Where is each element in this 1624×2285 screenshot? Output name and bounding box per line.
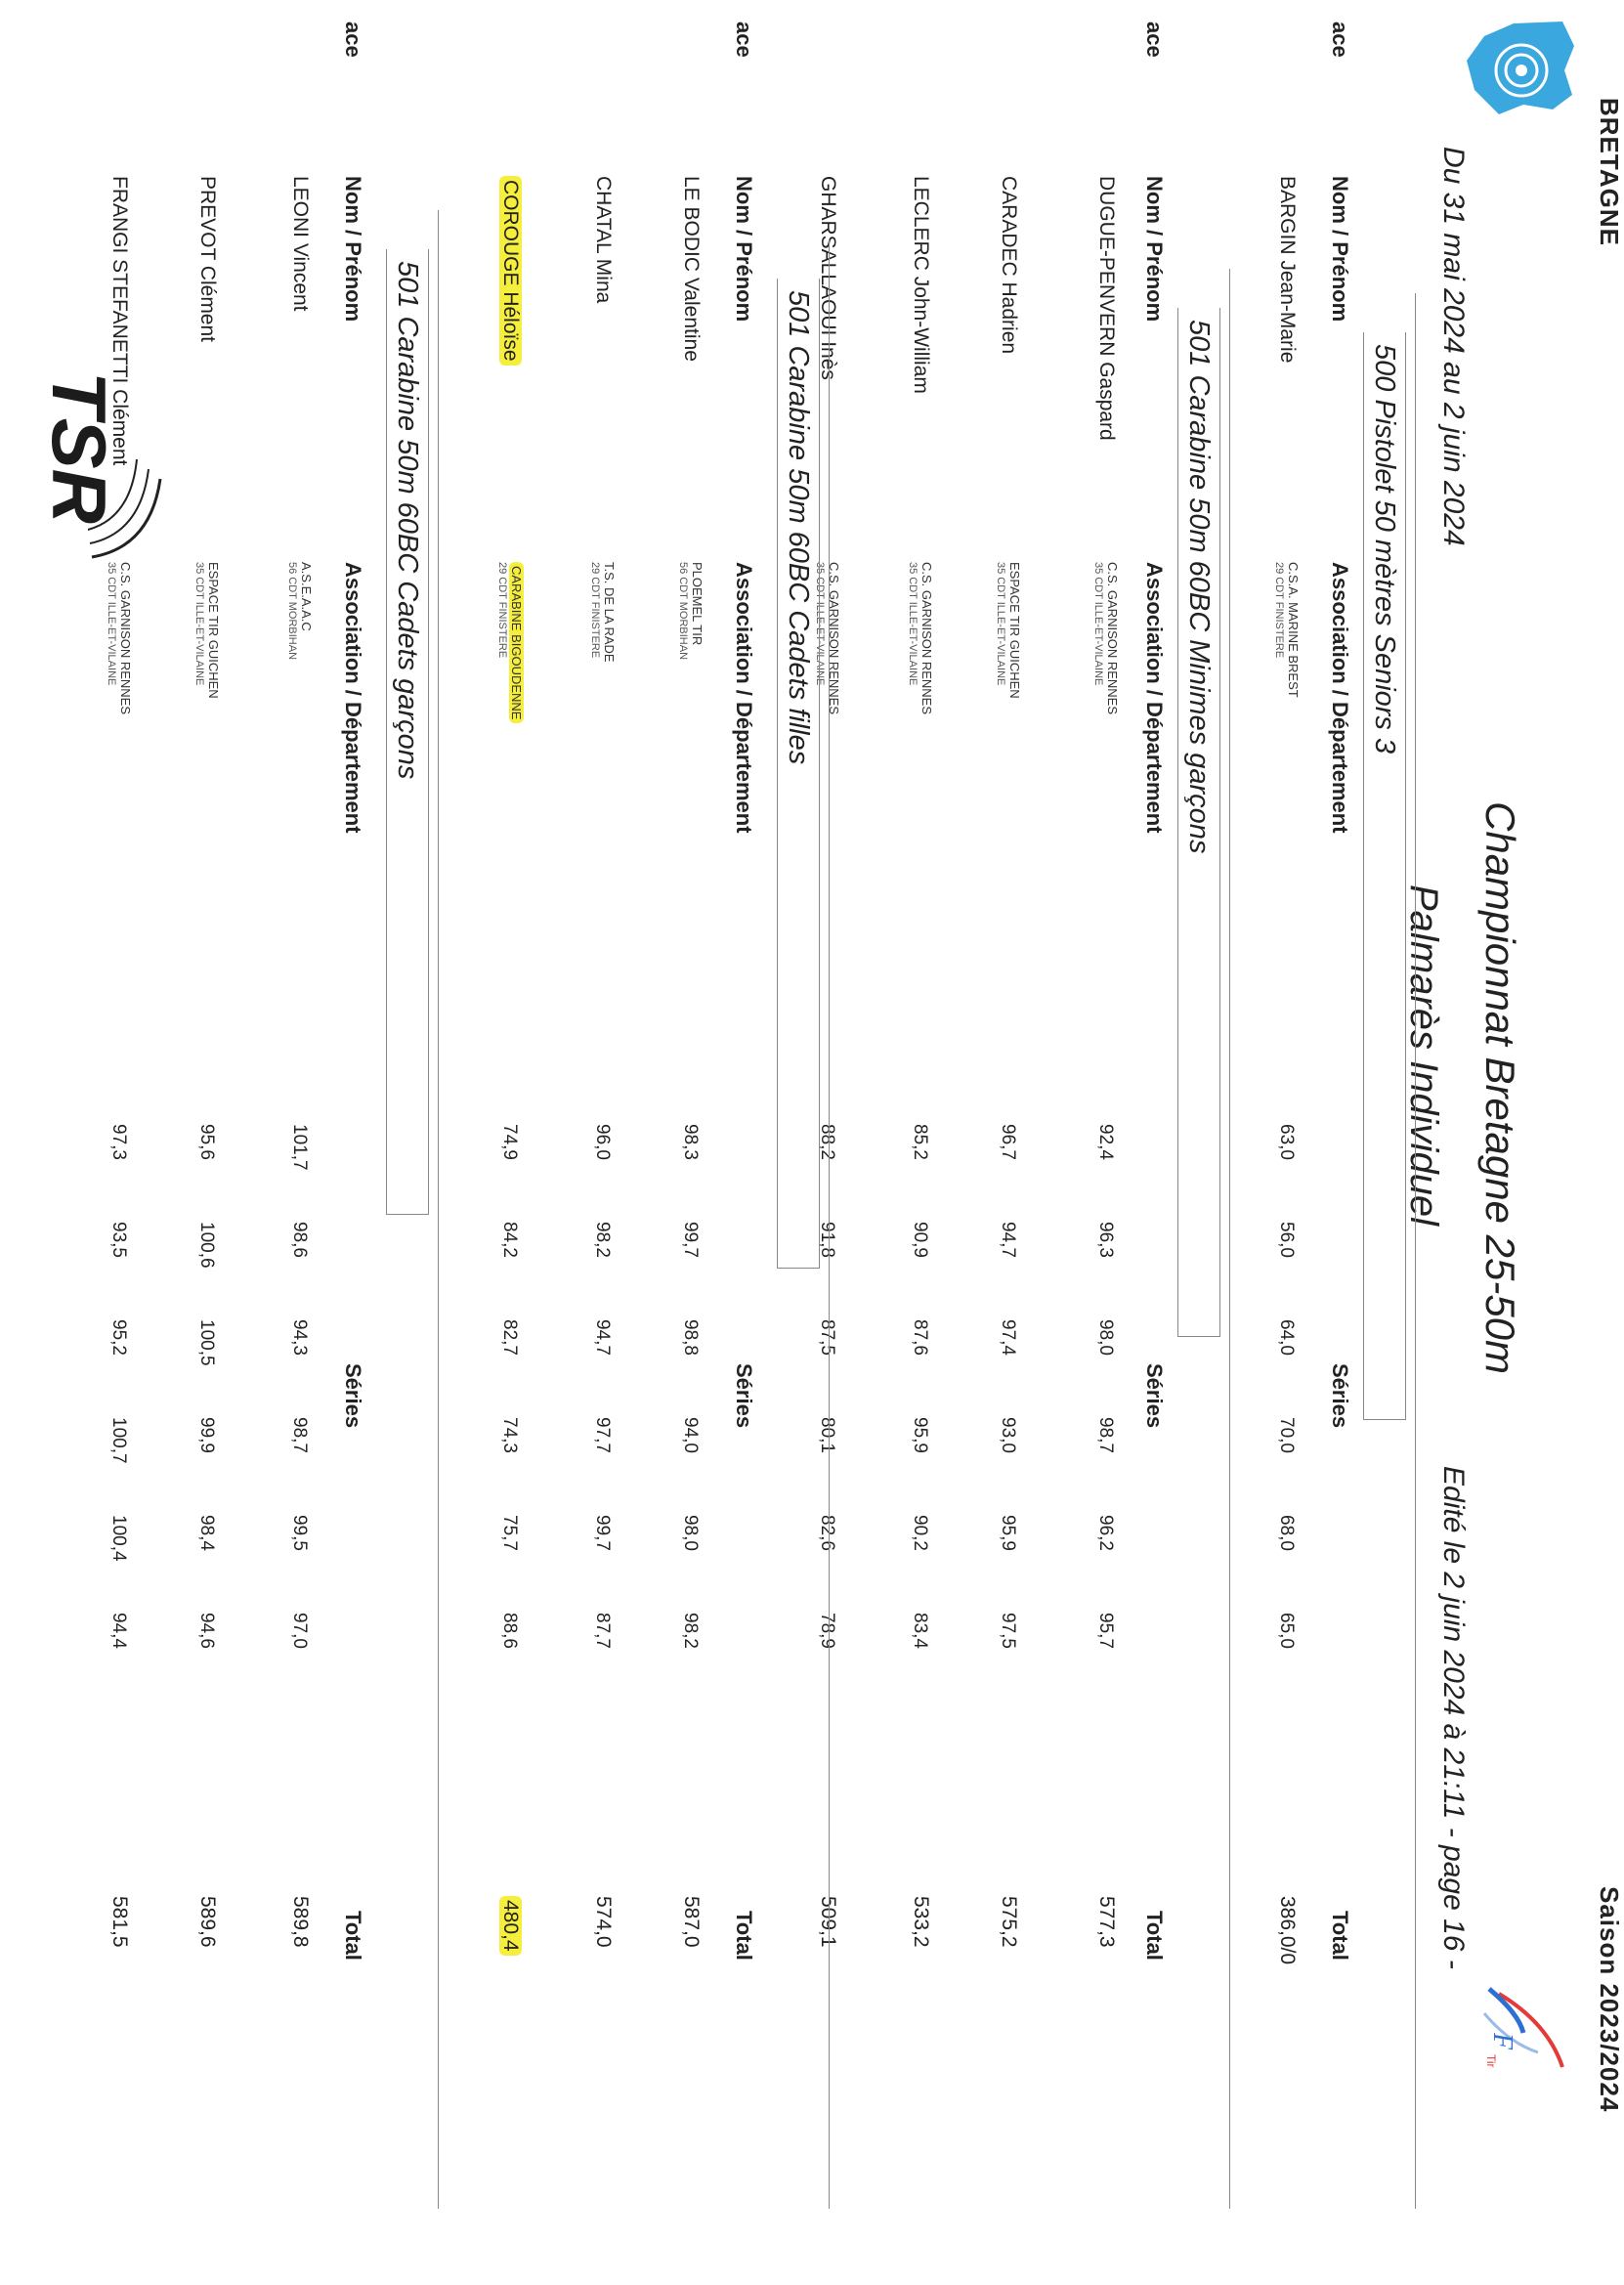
athlete-name-text: CHATAL Mina xyxy=(592,176,615,304)
club-name: CARABINE BIGOUDENNE xyxy=(509,562,524,723)
series-score: 100,4 xyxy=(108,1515,129,1562)
series-score: 93,0 xyxy=(998,1417,1018,1453)
athlete-club xyxy=(993,562,1022,699)
series-score: 90,2 xyxy=(910,1515,930,1551)
series-score: 94,6 xyxy=(196,1613,217,1649)
athlete-name-text: CARADEC Hadrien xyxy=(998,176,1020,355)
series-score: 98,8 xyxy=(680,1319,701,1356)
section-separator xyxy=(829,239,830,2209)
series-score: 98,7 xyxy=(1095,1417,1116,1453)
total-score-text: 574,0 xyxy=(592,1896,615,1948)
col-header-club: Association / Département xyxy=(341,562,365,834)
total-score-text: 386,0/0 xyxy=(1276,1896,1299,1965)
series-score: 99,9 xyxy=(196,1417,217,1453)
club-department: 35 CDT ILLE-ET-VILAINE xyxy=(193,562,205,686)
series-score: 74,3 xyxy=(499,1417,520,1453)
page-title: Championnat Bretagne 25-50m xyxy=(1477,801,1523,1375)
series-score: 93,5 xyxy=(108,1222,129,1258)
total-score-text: 581,5 xyxy=(108,1896,131,1948)
col-header-series: Séries xyxy=(1142,1363,1167,1429)
col-header-total: Total xyxy=(1142,1911,1167,1961)
athlete-name xyxy=(498,176,522,366)
series-score: 101,7 xyxy=(289,1124,310,1171)
athlete-name-text: FRANGI STEFANETTI Clément xyxy=(108,176,131,466)
col-header-total: Total xyxy=(732,1911,756,1961)
athlete-name xyxy=(909,176,932,394)
series-score: 94,3 xyxy=(289,1319,310,1356)
total-score xyxy=(195,1896,219,1948)
athlete-club xyxy=(1271,562,1301,698)
athlete-name-text: LEONI Vincent xyxy=(289,176,312,312)
club-name: C.S. GARNISON RENNES xyxy=(827,562,841,715)
club-department: 35 CDT ILLE-ET-VILAINE xyxy=(106,562,117,686)
total-score-text: 480,4 xyxy=(499,1896,522,1956)
series-score: 88,2 xyxy=(817,1124,837,1160)
series-score: 63,0 xyxy=(1276,1124,1297,1160)
col-header-place: ace xyxy=(732,22,756,58)
series-score: 85,2 xyxy=(910,1124,930,1160)
athlete-name xyxy=(288,176,312,312)
club-department: 35 CDT ILLE-ET-VILAINE xyxy=(1092,562,1104,686)
club-name: C.S. GARNISON RENNES xyxy=(118,562,133,715)
col-header-name: Nom / Prénom xyxy=(1142,176,1167,323)
svg-text:F: F xyxy=(1487,2033,1517,2050)
col-header-place: ace xyxy=(1142,22,1167,58)
athlete-club xyxy=(284,562,314,660)
athlete-club xyxy=(494,562,524,723)
col-header-series: Séries xyxy=(341,1363,365,1429)
section-title: 501 Carabine 50m 60BC Cadets garçons xyxy=(386,249,429,1215)
club-name: A.S.E.A.A.C xyxy=(299,562,314,631)
athlete-name-text: DUGUE-PENVERN Gaspard xyxy=(1095,176,1118,441)
series-score: 83,4 xyxy=(910,1613,930,1649)
athlete-name-text: PREVOT Clément xyxy=(196,176,219,342)
total-score-text: 575,2 xyxy=(998,1896,1020,1948)
athlete-name xyxy=(1094,176,1118,441)
series-score: 95,9 xyxy=(998,1515,1018,1551)
club-name: C.S. GARNISON RENNES xyxy=(919,562,934,715)
athlete-name-text: BARGIN Jean-Marie xyxy=(1276,176,1299,364)
series-score: 87,5 xyxy=(817,1319,837,1356)
col-header-club: Association / Département xyxy=(1142,562,1167,834)
series-score: 100,6 xyxy=(196,1222,217,1269)
total-score xyxy=(909,1896,932,1948)
series-score: 95,2 xyxy=(108,1319,129,1356)
total-score-text: 589,8 xyxy=(289,1896,312,1948)
series-score: 87,7 xyxy=(592,1613,613,1649)
athlete-club xyxy=(587,562,617,663)
athlete-name-text: LE BODIC Valentine xyxy=(680,176,703,362)
total-score-text: 587,0 xyxy=(680,1896,703,1948)
date-range: Du 31 mai 2024 au 2 juin 2024 xyxy=(1437,147,1470,546)
series-score: 80,1 xyxy=(817,1417,837,1453)
club-department: 35 CDT ILLE-ET-VILAINE xyxy=(907,562,919,686)
club-name: PLOEMEL TIR xyxy=(690,562,705,646)
series-score: 99,5 xyxy=(289,1515,310,1551)
season-header: Saison 2023/2024 xyxy=(1595,1886,1624,2113)
total-score-text: 509,1 xyxy=(817,1896,839,1948)
series-score: 99,7 xyxy=(592,1515,613,1551)
total-score xyxy=(816,1896,839,1948)
col-header-total: Total xyxy=(1328,1911,1352,1961)
col-header-series: Séries xyxy=(1328,1363,1352,1429)
series-score: 68,0 xyxy=(1276,1515,1297,1551)
section-title: 501 Carabine 50m 60BC Minimes garçons xyxy=(1177,308,1220,1337)
total-score xyxy=(591,1896,615,1948)
club-department: 29 CDT FINISTERE xyxy=(589,562,601,659)
col-header-total: Total xyxy=(341,1911,365,1961)
athlete-name xyxy=(1275,176,1299,363)
series-score: 100,5 xyxy=(196,1319,217,1366)
athlete-name xyxy=(997,176,1020,354)
section-title: 501 Carabine 50m 60BC Cadets filles xyxy=(777,279,820,1269)
total-score xyxy=(679,1896,703,1948)
athlete-club xyxy=(905,562,934,714)
series-score: 98,4 xyxy=(196,1515,217,1551)
series-score: 65,0 xyxy=(1276,1613,1297,1649)
club-department: 35 CDT ILLE-ET-VILAINE xyxy=(814,562,826,686)
series-score: 98,0 xyxy=(1095,1319,1116,1356)
map-target-logo xyxy=(1455,12,1582,119)
club-name: C.S.A. MARINE BREST xyxy=(1286,562,1301,698)
club-name: C.S. GARNISON RENNES xyxy=(1105,562,1120,715)
club-department: 56 CDT MORBIHAN xyxy=(286,562,298,661)
series-score: 98,2 xyxy=(592,1222,613,1258)
series-score: 95,9 xyxy=(910,1417,930,1453)
col-header-club: Association / Département xyxy=(1328,562,1352,834)
series-score: 64,0 xyxy=(1276,1319,1297,1356)
series-score: 100,7 xyxy=(108,1417,129,1464)
total-score-text: 589,6 xyxy=(196,1896,219,1948)
athlete-name xyxy=(591,176,615,303)
athlete-club xyxy=(192,562,221,699)
total-score xyxy=(1275,1896,1299,1964)
series-score: 98,7 xyxy=(289,1417,310,1453)
athlete-club xyxy=(1090,562,1120,714)
series-score: 98,2 xyxy=(680,1613,701,1649)
total-score-text: 533,2 xyxy=(910,1896,932,1948)
svg-text:Tir: Tir xyxy=(1484,2054,1498,2068)
section-separator xyxy=(1229,269,1230,2209)
series-score: 75,7 xyxy=(499,1515,520,1551)
total-score xyxy=(1094,1896,1118,1948)
series-score: 91,8 xyxy=(817,1222,837,1258)
fftir-logo xyxy=(1470,1974,1577,2091)
total-score-text: 577,3 xyxy=(1095,1896,1118,1948)
series-score: 82,7 xyxy=(499,1319,520,1356)
series-score: 97,4 xyxy=(998,1319,1018,1356)
series-score: 96,0 xyxy=(592,1124,613,1160)
series-score: 87,6 xyxy=(910,1319,930,1356)
section-title: 500 Pistolet 50 mètres Seniors 3 xyxy=(1363,332,1406,1420)
series-score: 97,0 xyxy=(289,1613,310,1649)
athlete-name xyxy=(679,176,703,362)
total-score xyxy=(288,1896,312,1948)
series-score: 96,3 xyxy=(1095,1222,1116,1258)
series-score: 78,9 xyxy=(817,1613,837,1649)
athlete-name-text: GHARSALLAOUI Inès xyxy=(817,176,839,380)
page-subtitle: Palmarès Individuel xyxy=(1402,884,1445,1227)
club-department: 29 CDT FINISTERE xyxy=(1273,562,1285,659)
athlete-name-text: COROUGE Héloïse xyxy=(499,176,522,366)
col-header-series: Séries xyxy=(732,1363,756,1429)
series-score: 97,7 xyxy=(592,1417,613,1453)
series-score: 94,7 xyxy=(998,1222,1018,1258)
total-score xyxy=(498,1896,522,1956)
edition-info: Edité le 2 juin 2024 à 21:11 - page 16 - xyxy=(1437,1466,1470,1969)
club-department: 35 CDT ILLE-ET-VILAINE xyxy=(995,562,1006,686)
series-score: 97,5 xyxy=(998,1613,1018,1649)
section-separator xyxy=(438,210,439,2209)
series-score: 97,3 xyxy=(108,1124,129,1160)
col-header-club: Association / Département xyxy=(732,562,756,834)
athlete-name xyxy=(195,176,219,342)
club-name: ESPACE TIR GUICHEN xyxy=(206,562,221,699)
col-header-name: Nom / Prénom xyxy=(732,176,756,323)
athlete-name-text: LECLERC John-William xyxy=(910,176,932,394)
club-name: ESPACE TIR GUICHEN xyxy=(1007,562,1022,699)
athlete-club xyxy=(104,562,133,714)
region-header: BRETAGNE xyxy=(1595,98,1624,246)
series-score: 95,7 xyxy=(1095,1613,1116,1649)
series-score: 90,9 xyxy=(910,1222,930,1258)
tsr-logo xyxy=(33,352,170,577)
series-score: 70,0 xyxy=(1276,1417,1297,1453)
svg-text:TSR: TSR xyxy=(36,371,122,524)
series-score: 99,7 xyxy=(680,1222,701,1258)
section-separator xyxy=(1415,293,1416,2209)
series-score: 98,6 xyxy=(289,1222,310,1258)
col-header-name: Nom / Prénom xyxy=(341,176,365,323)
series-score: 95,6 xyxy=(196,1124,217,1160)
col-header-place: ace xyxy=(1328,22,1352,58)
series-score: 74,9 xyxy=(499,1124,520,1160)
series-score: 94,4 xyxy=(108,1613,129,1649)
col-header-name: Nom / Prénom xyxy=(1328,176,1352,323)
col-header-place: ace xyxy=(341,22,365,58)
total-score xyxy=(107,1896,131,1948)
athlete-club xyxy=(675,562,705,660)
club-department: 56 CDT MORBIHAN xyxy=(677,562,689,661)
series-score: 94,7 xyxy=(592,1319,613,1356)
series-score: 98,0 xyxy=(680,1515,701,1551)
series-score: 56,0 xyxy=(1276,1222,1297,1258)
total-score xyxy=(997,1896,1020,1948)
series-score: 92,4 xyxy=(1095,1124,1116,1160)
series-score: 96,7 xyxy=(998,1124,1018,1160)
series-score: 96,2 xyxy=(1095,1515,1116,1551)
series-score: 82,6 xyxy=(817,1515,837,1551)
series-score: 84,2 xyxy=(499,1222,520,1258)
series-score: 88,6 xyxy=(499,1613,520,1649)
club-name: T.S. DE LA RADE xyxy=(602,562,617,663)
series-score: 94,0 xyxy=(680,1417,701,1453)
club-department: 29 CDT FINISTERE xyxy=(496,562,508,659)
series-score: 98,3 xyxy=(680,1124,701,1160)
